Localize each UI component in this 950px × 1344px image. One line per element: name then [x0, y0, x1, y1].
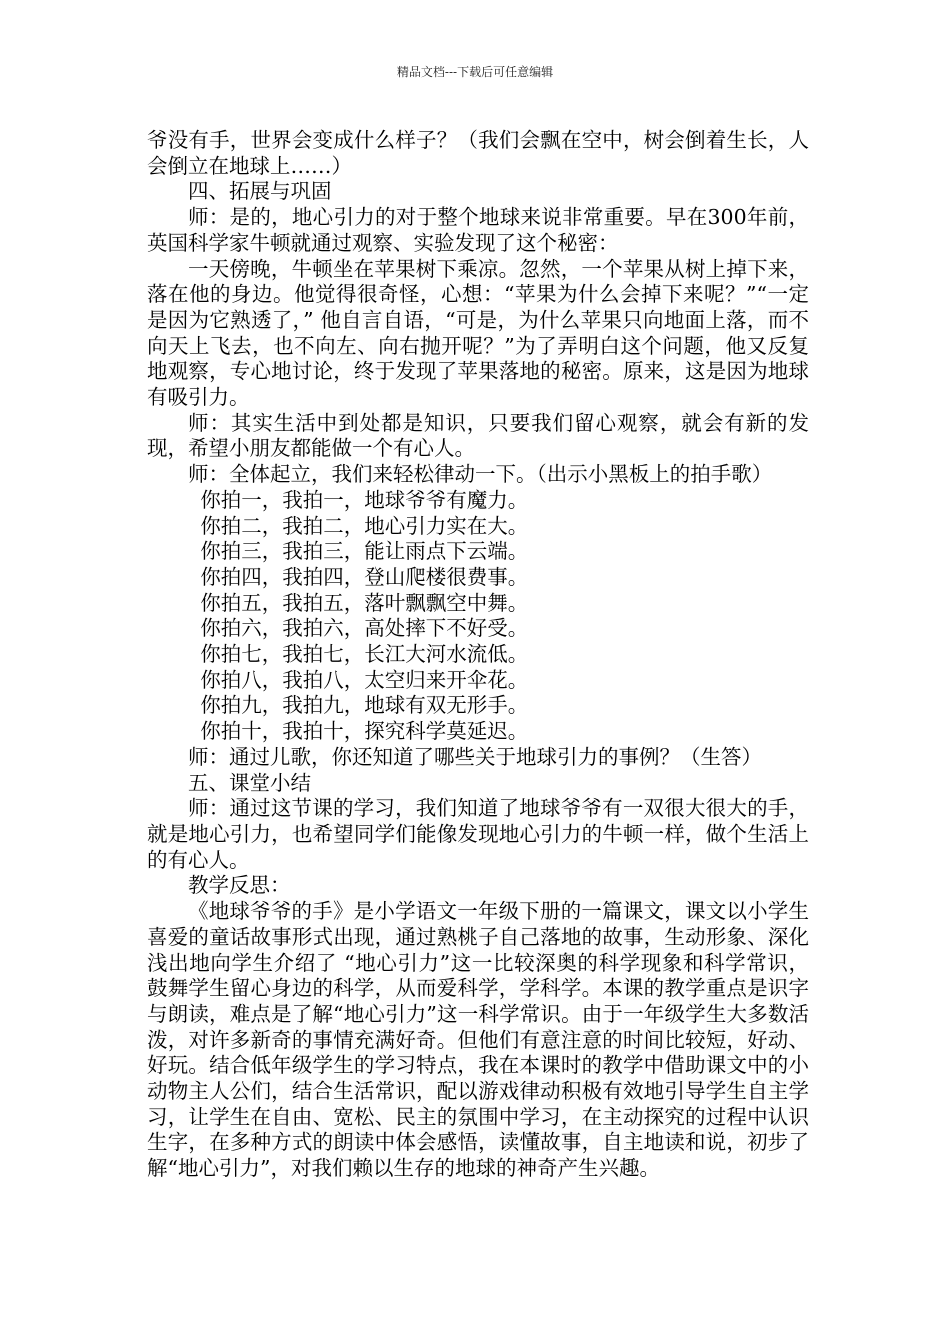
song-line: 你拍十，我拍十，探究科学莫延迟。	[200, 719, 529, 744]
song-line: 你拍四，我拍四，登山爬楼很费事。	[200, 564, 529, 589]
reflection-heading: 教学反思：	[188, 873, 291, 898]
paragraph: 爷没有手，世界会变成什么样子？（我们会飘在空中，树会倒着生长，人会倒立在地球上……）	[147, 128, 809, 178]
song-line: 你拍九，我拍九，地球有双无形手。	[200, 693, 529, 718]
paragraph: 师：通过儿歌，你还知道了哪些关于地球引力的事例？（生答）	[188, 744, 762, 769]
song-line: 你拍八，我拍八，太空归来开伞花。	[200, 667, 529, 692]
song-line: 你拍七，我拍七，长江大河水流低。	[200, 642, 529, 667]
song-line: 你拍二，我拍二，地心引力实在大。	[200, 513, 529, 538]
song-line: 你拍一，我拍一，地球爷爷有魔力。	[200, 487, 529, 512]
paragraph: 一天傍晚，牛顿坐在苹果树下乘凉。忽然，一个苹果从树上掉下来，落在他的身边。他觉得很奇怪，心想：“苹果为什么会掉下来呢？”“一定是因为它熟透了，” 他自言自语，“可是，为什么苹果只向地面上落，而不向天上飞去，也不向左、向右抛开呢？”为了弄明白这个问题，他又反复地观察，专心地讨论，终于发现了苹果落地的秘密。原来，这是因为地球有吸引力。	[147, 256, 809, 410]
paragraph: 师：全体起立，我们来轻松律动一下。（出示小黑板上的拍手歌）	[188, 462, 773, 487]
page-header: 精品文档---下载后可任意编辑	[396, 65, 554, 79]
paragraph: 师：其实生活中到处都是知识，只要我们留心观察，就会有新的发现，希望小朋友都能做一个有心人。	[147, 410, 809, 461]
paragraph: 师：是的，地心引力的对于整个地球来说非常重要。早在300年前，英国科学家牛顿就通过观察、实验发现了这个秘密：	[147, 205, 809, 255]
section-heading: 四、拓展与巩固	[188, 179, 332, 204]
song-line: 你拍三，我拍三，能让雨点下云端。	[200, 539, 529, 564]
song-line: 你拍六，我拍六，高处摔下不好受。	[200, 616, 529, 641]
reflection-paragraph: 《地球爷爷的手》是小学语文一年级下册的一篇课文，课文以小学生喜爱的童话故事形式出现，通过熟桃子自己落地的故事，生动形象、深化浅出地向学生介绍了 “地心引力”这一比较深奥的科学现象和科学常识，鼓舞学生留心身边的科学，从而爱科学，学科学。本课的教学重点是识字与朗读，难点是了解“地心引力”这一科学常识。由于一年级学生大多数活泼，对许多新奇的事情充满好奇。但他们有意注意的时间比较短，好动、好玩。结合低年级学生的学习特点，我在本课时的教学中借助课文中的小动物主人公们，结合生活常识，配以游戏律动积极有效地引导学生自主学习，让学生在自由、宽松、民主的氛围中学习，在主动探究的过程中认识生字，在多种方式的朗读中体会感悟，读懂故事，自主地读和说，初步了解“地心引力”，对我们赖以生存的地球的神奇产生兴趣。	[147, 899, 809, 1181]
section-heading: 五、课堂小结	[188, 770, 311, 795]
song-line: 你拍五，我拍五，落叶飘飘空中舞。	[200, 590, 529, 615]
document-body	[147, 128, 809, 1182]
paragraph: 师：通过这节课的学习，我们知道了地球爷爷有一双很大很大的手，就是地心引力，也希望同学们能像发现地心引力的牛顿一样，做个生活上的有心人。	[147, 796, 809, 872]
